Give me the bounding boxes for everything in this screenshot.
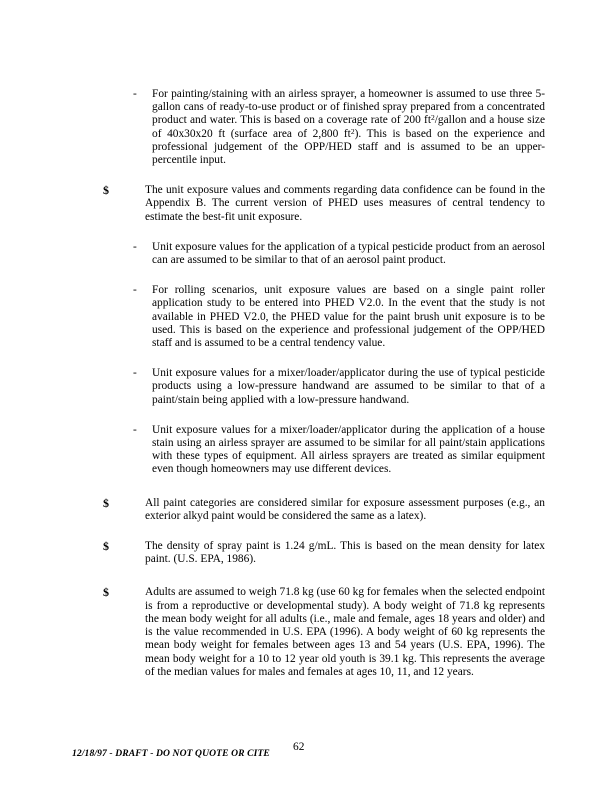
page-footer	[0, 741, 611, 770]
paragraph-text	[152, 88, 545, 167]
draft-notice: 12/18/97 - DRAFT - DO NOT QUOTE OR CITE	[72, 748, 270, 759]
dollar-bullet-icon: $	[103, 495, 109, 510]
list-item-unit-exposure-appendix-b	[103, 184, 545, 224]
dash-bullet-icon: -	[133, 88, 137, 100]
paragraph-text: All paint categories are considered similar for exposure assessment purposes (e.g., an exterior alkyd paint would be considered the same as a latex).	[145, 496, 545, 522]
paragraph-segment: For painting/staining with an airless sprayer, a homeowner is assumed to use three 5-gallon cans of ready-to-use product or of finished spray prepared from a concentrated product and water. This is based on a coverage rate of 200 ft	[152, 88, 545, 127]
dash-bullet-icon: -	[133, 367, 137, 380]
dollar-bullet-icon: $	[103, 183, 109, 198]
paragraph-text: The unit exposure values and comments regarding data confidence can be found in the Appendix B. The current version of PHED uses measures of central tendency to estimate the best-fit unit exposure.	[145, 184, 545, 223]
document-body	[103, 88, 545, 692]
list-item-paint-categories-similar	[103, 497, 545, 523]
paragraph-text: Unit exposure values for a mixer/loader/applicator during the application of a house stain using an airless sprayer are assumed to be similar for all paint/stain applications with these types of equipment. All airless sprayers are treated as similar equipment even though homeowners may use different devices.	[152, 423, 545, 476]
dash-bullet-icon: -	[133, 284, 137, 297]
paragraph-segment: ). This is based on the experience and professional judgement of the OPP/HED staff and is assumed to be an upper-percentile input.	[152, 127, 545, 167]
paragraph-text: Adults are assumed to weigh 71.8 kg (use 60 kg for females when the selected endpoint is from a reproductive or developmental study). A body weight of 71.8 kg represents the mean body weight for all adults (i.e., male and female, ages 18 years and older) and is the value recommended in U.S. EPA (1996). A body weight of 60 kg represents the mean body weight for females between ages 13 and 54 years (U.S. EPA, 1996). The mean body weight for a 10 to 12 year old youth is 39.1 kg. This represents the average of the median values for males and females at ages 10, 11, and 12 years.	[145, 586, 545, 678]
page-number: 62	[293, 741, 305, 753]
superscript-two: 2	[430, 113, 435, 123]
list-item-rolling-scenarios	[133, 284, 545, 350]
dash-bullet-icon: -	[133, 423, 137, 436]
dollar-bullet-icon: $	[103, 539, 109, 554]
superscript-two: 2	[350, 126, 355, 136]
dash-bullet-icon: -	[133, 240, 137, 253]
list-item-house-stain-airless-sprayer	[133, 424, 545, 477]
list-item-aerosol-can-similarity	[133, 241, 545, 267]
paragraph-segment: /gallon and a house size of 40x30x20 ft (surface area of 2,800 ft	[152, 114, 546, 140]
paragraph-text: Unit exposure values for a mixer/loader/applicator during the use of typical pesticide products using a low-pressure handwand are assumed to be similar to that of a paint/stain being applied with a low-pressure handwand.	[152, 367, 545, 406]
list-item-adult-body-weights	[103, 586, 545, 678]
list-item-airless-sprayer-homeowner	[133, 88, 545, 167]
paragraph-text: Unit exposure values for the application of a typical pesticide product from an aerosol can are assumed to be similar to that of an aerosol paint product.	[152, 240, 545, 267]
dollar-bullet-icon: $	[103, 585, 109, 600]
paragraph-text: The density of spray paint is 1.24 g/mL. This is based on the mean density for latex paint. (U.S. EPA, 1986).	[145, 540, 545, 566]
paragraph-text: For rolling scenarios, unit exposure values are based on a single paint roller application study to be entered into PHED V2.0. In the event that the study is not available in PHED V2.0, the PHED value for the paint brush unit exposure is to be used. This is based on the experience and professional judgement of the OPP/HED staff and is assumed to be a central tendency value.	[152, 284, 545, 350]
list-item-low-pressure-handwand	[133, 367, 545, 407]
list-item-spray-paint-density	[103, 540, 545, 566]
